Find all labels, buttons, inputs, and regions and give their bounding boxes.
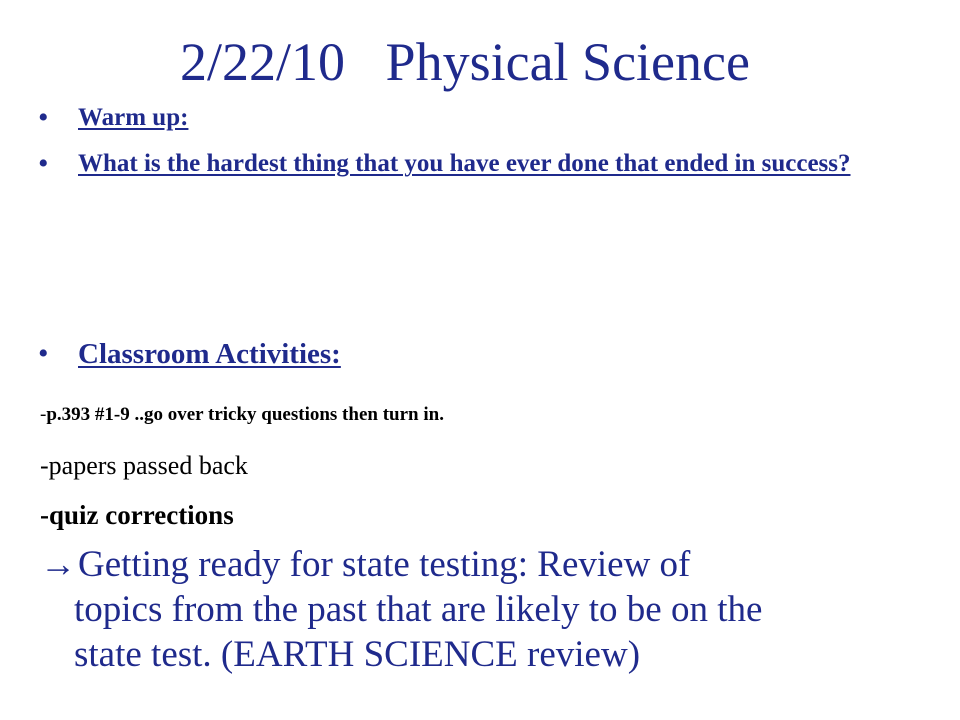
bullet-dot-icon: • [38,337,49,370]
bullet-text: Warm up: [78,104,189,131]
bullet-dot-icon: • [38,101,49,134]
state-testing-line-2: topics from the past that are likely to be on the [74,589,763,630]
bullet-warm-up [38,100,188,136]
bullet-classroom-activities [38,334,341,374]
bullet-text: Classroom Activities: [78,338,341,370]
activity-line-homework [40,402,444,428]
state-testing-item [40,542,920,677]
activity-line-quiz: -quiz corrections [40,500,234,530]
dash: - [40,404,47,425]
activity-line-papers: -papers passed back [40,451,248,480]
bullet-text: What is the hardest thing that you have ever done that ended in success? [78,150,851,177]
slide-title: 2/22/10 Physical Science [180,32,750,92]
state-testing-line-3: state test. (EARTH SCIENCE review) [74,634,641,675]
activity-text: p.393 #1-9 ..go over tricky questions then turn in. [46,404,444,425]
bullet-warm-up-question [38,148,878,180]
bullet-dot-icon: • [38,147,49,180]
right-arrow-icon: → [40,544,76,584]
state-testing-line-1: Getting ready for state testing: Review of [78,544,691,585]
